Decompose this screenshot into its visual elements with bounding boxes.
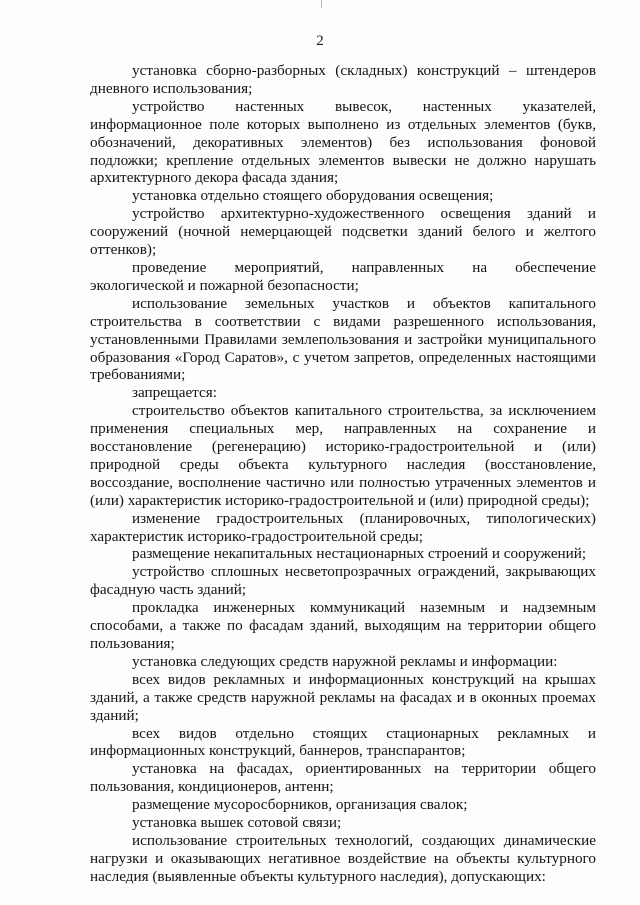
paragraph: устройство архитектурно-художественного освещения зданий и сооружений (ночной немерцающей подсветки зданий белого и желтого оттенков); [90,205,596,259]
paragraph: размещение некапитальных нестационарных строений и сооружений; [132,545,587,563]
paragraph: использование строительных технологий, создающих динамические нагрузки и оказывающих негативное воздействие на объекты культурного наследия (выявленные объекты культурного наследия), допускающих: [90,831,596,885]
paragraph: прокладка инженерных коммуникаций наземным и надземным способами, а также по фасадам зданий, выходящим на территории общего пользования; [90,599,596,652]
paragraph: проведение мероприятий, направленных на обеспечение экологической и пожарной безопасности; [90,258,596,294]
paragraph: изменение градостроительных (планировочных, типологических) характеристик историко-градостроительной среды; [90,509,596,545]
paragraph: установка сборно-разборных (складных) конструкций – штендеров дневного использования; [90,62,596,97]
paragraph: строительство объектов капитального строительства, за исключением применения специальных мер, направленных на сохранение и восстановление (регенерацию) историко-градостроительной и (или) природной среды объекта культурного наследия (восстановление, воссоздание, восполнение частично или полностью утраченных элементов и (или) характеристик историко-градостроительной и (или) природной среды); [90,402,596,509]
paragraph: устройство сплошных несветопрозрачных ограждений, закрывающих фасадную часть зданий; [90,563,596,599]
paragraph: всех видов отдельно стоящих стационарных рекламных и информационных конструкций, баннеров, транспарантов; [90,724,596,760]
paragraph: запрещается: [132,384,217,402]
paragraph: всех видов рекламных и информационных конструкций на крышах зданий, а также средств наружной рекламы на фасадах и в оконных проемах зданий; [90,670,596,724]
paragraph: установка на фасадах, ориентированных на территории общего пользования, кондиционеров, антенн; [90,760,596,796]
scan-mark [321,0,322,8]
paragraph: размещение мусоросборников, организация свалок; [132,796,468,814]
paragraph: использование земельных участков и объектов капитального строительства в соответствии с видами разрешенного использования, установленными Правилами землепользования и застройки муниципального образования «Город Саратов», с учетом запретов, определенных настоящими требованиями; [90,294,596,384]
paragraph: установка отдельно стоящего оборудования освещения; [132,187,494,205]
document-body [90,62,596,886]
paragraph: установка вышек сотовой связи; [132,814,342,832]
paragraph: установка следующих средств наружной рекламы и информации: [132,652,558,670]
page-number: 2 [316,33,324,49]
paragraph: устройство настенных вывесок, настенных указателей, информационное поле которых выполнено из отдельных элементов (букв, обозначений, декоративных элементов) без использования фоновой подложки; крепление отдельных элементов вывески не должно нарушать архитектурного декора фасада здания; [90,97,596,187]
